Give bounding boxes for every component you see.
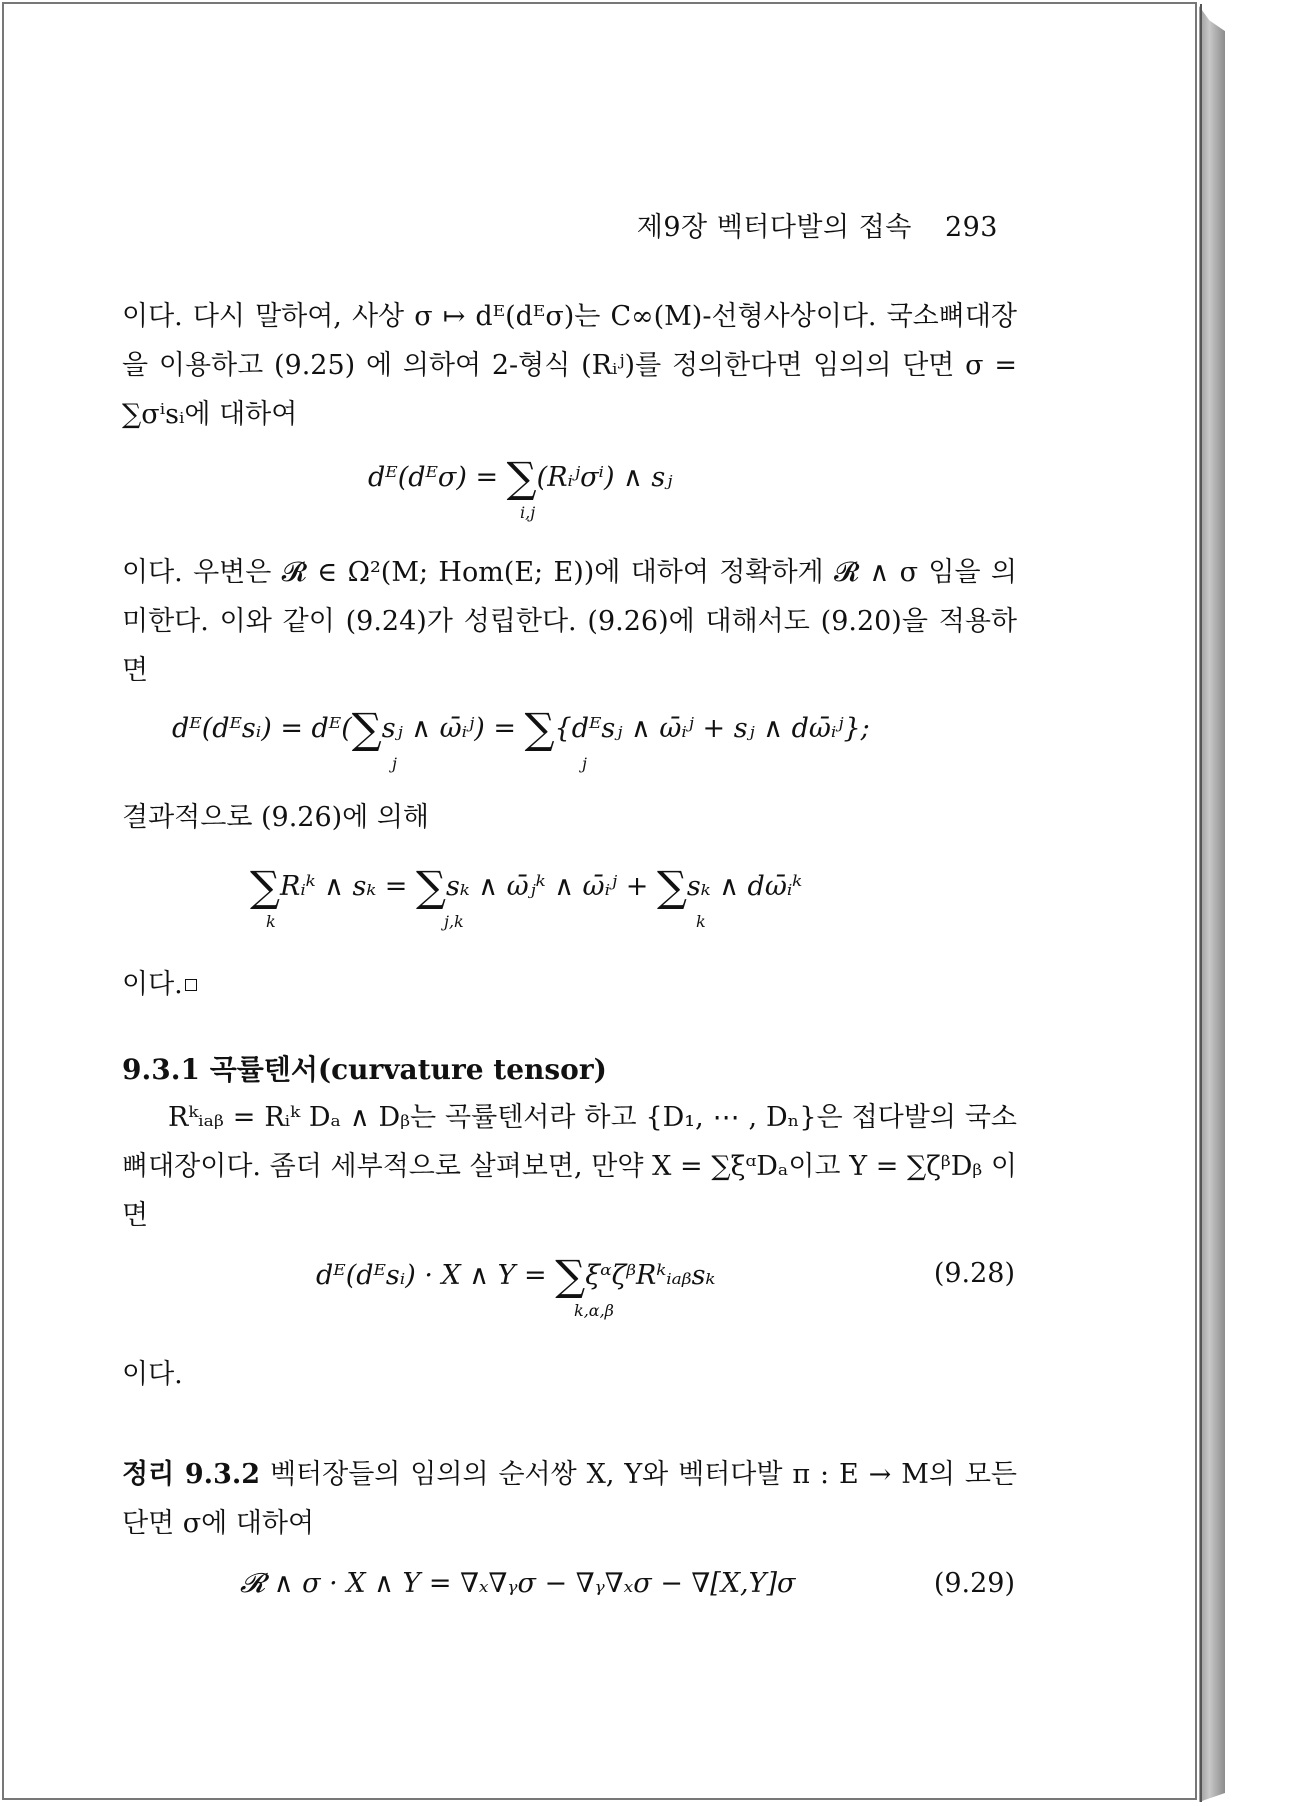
paragraph-3: 결과적으로 (9.26)에 의해 bbox=[122, 802, 430, 833]
eq3-sum-index-1: k bbox=[266, 912, 276, 931]
eq1-lhs: dᴱ(dᴱσ) = bbox=[368, 462, 507, 493]
theorem-text: 벡터장들의 임의의 순서쌍 X, Y와 벡터다발 π : E → M의 모든 단면 σ에 대하여 bbox=[122, 1459, 1017, 1539]
eq3-sum-index-2: j,k bbox=[444, 912, 464, 931]
paragraph-6: 이다. bbox=[122, 1359, 183, 1390]
equation-number-9-28: (9.28) bbox=[933, 1258, 1015, 1289]
theorem-label: 정리 9.3.2 bbox=[122, 1459, 261, 1490]
sum-symbol: ∑ bbox=[656, 862, 687, 911]
section-heading: 9.3.1 곡률텐서(curvature tensor) bbox=[122, 1053, 607, 1086]
sum-symbol: ∑ bbox=[416, 862, 446, 911]
eq4-sum-index: k,α,β bbox=[574, 1301, 614, 1320]
eq2-part-c: {dᴱsⱼ ∧ ω̄ᵢʲ + sⱼ ∧ dω̄ᵢʲ}; bbox=[554, 713, 870, 744]
eq3-part-a: Rᵢᵏ ∧ sₖ = bbox=[279, 871, 417, 902]
paragraph-1: 이다. 다시 말하여, 사상 σ ↦ dᴱ(dᴱσ)는 C∞(M)-선형사상이다. 국소뼈대장을 이용하고 (9.25) 에 의하여 2-형식 (Rᵢʲ)를 정의한다면 임의의 단면 σ = ∑σⁱsᵢ에 대하여 bbox=[122, 301, 1017, 430]
sum-symbol: ∑ bbox=[506, 453, 537, 502]
eq4-lhs: dᴱ(dᴱsᵢ) · X ∧ Y = bbox=[316, 1260, 556, 1291]
sum-symbol: ∑ bbox=[351, 704, 382, 753]
paragraph-5: Rᵏᵢₐᵦ = Rᵢᵏ Dₐ ∧ Dᵦ는 곡률텐서라 하고 {D₁, ⋯ , Dₙ}은 접다발의 국소뼈대장이다. 좀더 세부적으로 살펴보면, 만약 X = ∑ξᵅDₐ이고 Y = ∑ζᵝDᵦ 이면 bbox=[122, 1102, 1017, 1231]
equation-2 bbox=[172, 704, 870, 753]
eq2-sum-index-1: j bbox=[392, 754, 397, 773]
eq3-sum-index-3: k bbox=[696, 912, 706, 931]
eq2-part-a: dᴱ(dᴱsᵢ) = dᴱ( bbox=[172, 713, 352, 744]
eq1-rhs: (Rᵢʲσⁱ) ∧ sⱼ bbox=[536, 462, 673, 493]
paragraph-4-text: 이다. bbox=[122, 969, 183, 1000]
sum-symbol: ∑ bbox=[250, 862, 280, 911]
sum-symbol: ∑ bbox=[555, 1251, 586, 1300]
running-header bbox=[637, 205, 998, 244]
equation-4 bbox=[316, 1251, 715, 1300]
qed-square-icon bbox=[185, 979, 197, 991]
sum-symbol: ∑ bbox=[524, 704, 555, 753]
eq4-rhs: ξᵅζᵝRᵏᵢₐᵦsₖ bbox=[585, 1260, 716, 1291]
theorem-9-3-2 bbox=[122, 1450, 1017, 1548]
eq2-part-b: sⱼ ∧ ω̄ᵢʲ) = bbox=[381, 713, 525, 744]
paragraph-2: 이다. 우변은 𝓡 ∈ Ω²(M; Hom(E; E))에 대하여 정확하게 𝓡 ∧ σ 임을 의미한다. 이와 같이 (9.24)가 성립한다. (9.26)에 대해서도 (9.20)을 적용하면 bbox=[122, 557, 1017, 686]
equation-1 bbox=[368, 453, 672, 502]
page-edge-shadow bbox=[1199, 6, 1225, 1802]
equation-number-9-29: (9.29) bbox=[933, 1568, 1015, 1599]
page-edge-line bbox=[1200, 4, 1202, 1802]
eq2-sum-index-2: j bbox=[582, 754, 587, 773]
equation-3 bbox=[250, 862, 802, 911]
chapter-title: 제9장 벡터다발의 접속 bbox=[636, 212, 912, 243]
paragraph-4 bbox=[122, 960, 1017, 1009]
eq3-part-b: sₖ ∧ ω̄ⱼᵏ ∧ ω̄ᵢʲ + bbox=[446, 871, 657, 902]
eq1-sum-index: i,j bbox=[520, 503, 536, 522]
page-number: 293 bbox=[944, 212, 998, 243]
equation-5: 𝓡 ∧ σ · X ∧ Y = ∇ₓ∇ᵧσ − ∇ᵧ∇ₓσ − ∇[X,Y]σ bbox=[240, 1568, 796, 1599]
eq3-part-c: sₖ ∧ dω̄ᵢᵏ bbox=[686, 871, 803, 902]
